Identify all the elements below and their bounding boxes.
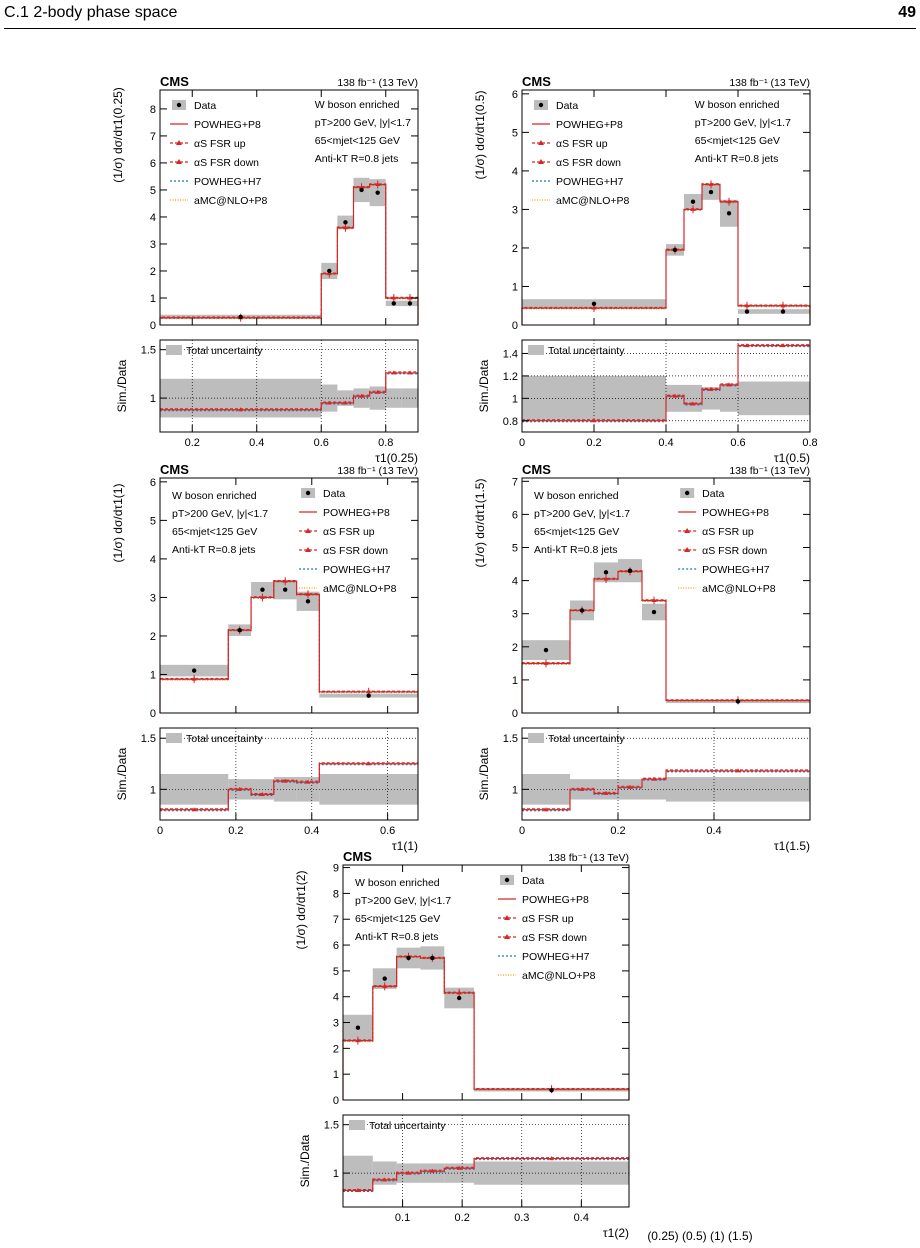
- panel-3: [111, 462, 418, 853]
- y-tick-label: 0: [511, 320, 518, 332]
- data-point: [628, 568, 632, 572]
- legend-entry: αS FSR up: [522, 913, 574, 925]
- selection-text: W boson enriched: [534, 490, 619, 502]
- selection-text: Anti-kT R=0.8 jets: [172, 544, 256, 556]
- y-tick-label: 4: [511, 575, 518, 588]
- y-axis-title: (1/σ) dσ/dτ1(1): [111, 483, 125, 563]
- selection-text: W boson enriched: [694, 99, 780, 111]
- ratio-legend-swatch: [166, 345, 182, 355]
- y-tick-label: 1: [332, 1069, 339, 1082]
- y-tick-label: 4: [332, 991, 339, 1004]
- panel-1: [111, 74, 418, 465]
- selection-text: Anti-kT R=0.8 jets: [694, 153, 779, 165]
- ratio-y-tick-label: 1.5: [502, 733, 518, 746]
- y-tick-label: 4: [149, 211, 156, 224]
- y-tick-label: 5: [332, 965, 339, 978]
- panel-4: [473, 462, 810, 853]
- ratio-legend-swatch: [528, 733, 544, 743]
- x-tick-label: 0.4: [573, 1212, 589, 1224]
- selection-text: 65<mjet<125 GeV: [172, 526, 258, 538]
- lumi-label: 138 fb⁻¹ (13 TeV): [729, 465, 810, 477]
- y-tick-label: 4: [149, 553, 156, 566]
- panel-2: [473, 74, 818, 465]
- data-point: [745, 309, 749, 313]
- y-axis-title: (1/σ) dσ/dτ1(1.5): [473, 478, 487, 568]
- legend-entry: POWHEG+P8: [194, 119, 261, 131]
- legend-marker: [539, 103, 543, 107]
- y-tick-label: 2: [149, 630, 156, 643]
- ratio-y-tick-label: 1: [149, 393, 156, 406]
- selection-text: pT>200 GeV, |y|<1.7: [172, 508, 269, 520]
- legend-entry: POWHEG+H7: [702, 564, 770, 576]
- data-point: [343, 220, 347, 224]
- data-point: [327, 269, 331, 273]
- y-tick-label: 5: [149, 184, 156, 197]
- cms-label: CMS: [343, 849, 372, 864]
- y-axis-title: (1/σ) dσ/dτ1(2): [294, 870, 308, 950]
- y-tick-label: 6: [149, 476, 156, 489]
- data-point: [652, 610, 656, 614]
- x-tick-label: 0.2: [228, 825, 244, 837]
- y-tick-label: 3: [332, 1017, 339, 1030]
- caption-fragment: (0.25) (0.5) (1) (1.5): [647, 1229, 753, 1243]
- lumi-label: 138 fb⁻¹ (13 TeV): [548, 852, 629, 864]
- selection-text: W boson enriched: [172, 490, 257, 502]
- ratio-y-tick-label: 1.4: [502, 348, 518, 361]
- y-axis-title: (1/σ) dσ/dτ1(0.25): [111, 87, 125, 183]
- x-tick-label: 0.2: [610, 825, 626, 837]
- selection-text: pT>200 GeV, |y|<1.7: [314, 117, 411, 129]
- x-tick-label: 0.2: [586, 437, 602, 449]
- y-tick-label: 7: [149, 130, 156, 143]
- data-point: [383, 976, 387, 980]
- data-point: [736, 699, 740, 703]
- legend-entry: αS FSR down: [702, 545, 768, 557]
- x-tick-label: 0: [518, 437, 526, 449]
- legend-marker: [505, 878, 509, 882]
- data-point: [238, 315, 242, 319]
- data-point: [691, 200, 695, 204]
- selection-text: 65<mjet<125 GeV: [694, 135, 781, 147]
- ratio-y-axis-title: Sim./Data: [477, 359, 491, 413]
- y-tick-label: 8: [332, 888, 339, 901]
- legend-entry: αS FSR up: [323, 526, 375, 538]
- ratio-y-tick-label: 1.5: [140, 344, 156, 357]
- legend-entry: POWHEG+H7: [194, 176, 262, 188]
- y-tick-label: 7: [511, 476, 518, 489]
- y-tick-label: 2: [149, 265, 156, 278]
- y-tick-label: 5: [511, 542, 518, 555]
- ratio-y-axis-title: Sim./Data: [115, 359, 129, 413]
- data-point: [260, 588, 264, 592]
- x-tick-label: 0.1: [394, 1212, 411, 1224]
- y-tick-label: 3: [149, 592, 156, 605]
- y-tick-label: 8: [149, 103, 156, 116]
- x-axis-title: τ1(1): [391, 839, 418, 853]
- x-tick-label: 0.6: [730, 437, 746, 449]
- ratio-y-tick-label: 1: [511, 393, 518, 406]
- x-tick-label: 0.6: [379, 825, 396, 837]
- ratio-legend-text: Total uncertainty: [548, 345, 625, 357]
- x-axis-title: τ1(0.25): [375, 451, 418, 465]
- x-tick-label: 0.8: [378, 437, 394, 449]
- y-tick-label: 6: [511, 88, 518, 101]
- legend-entry: aMC@NLO+P8: [194, 195, 268, 207]
- y-tick-label: 0: [332, 1095, 339, 1107]
- y-tick-label: 1: [511, 281, 518, 294]
- ratio-y-tick-label: 1.5: [140, 733, 156, 746]
- selection-text: 65<mjet<125 GeV: [355, 913, 441, 925]
- x-tick-label: 0.8: [802, 437, 818, 449]
- data-point: [673, 248, 677, 252]
- selection-text: Anti-kT R=0.8 jets: [534, 544, 618, 556]
- data-point: [392, 301, 396, 305]
- y-tick-label: 2: [511, 242, 518, 255]
- selection-text: pT>200 GeV, |y|<1.7: [534, 508, 631, 520]
- ratio-y-tick-label: 1.2: [502, 370, 518, 383]
- x-axis-title: τ1(1.5): [773, 839, 810, 853]
- legend-entry: Data: [323, 488, 346, 500]
- cms-label: CMS: [160, 462, 189, 477]
- x-tick-label: 0.2: [454, 1212, 470, 1224]
- x-tick-label: 0.4: [249, 437, 265, 449]
- lumi-label: 138 fb⁻¹ (13 TeV): [729, 77, 810, 89]
- data-point: [580, 608, 584, 612]
- legend-entry: POWHEG+P8: [323, 507, 390, 519]
- lumi-label: 138 fb⁻¹ (13 TeV): [337, 465, 418, 477]
- ratio-legend-text: Total uncertainty: [369, 1120, 446, 1132]
- ratio-legend-swatch: [528, 345, 544, 355]
- selection-text: W boson enriched: [355, 877, 440, 889]
- y-tick-label: 6: [332, 940, 339, 953]
- x-tick-label: 0.6: [313, 437, 329, 449]
- data-point: [192, 668, 196, 672]
- data-point: [457, 996, 461, 1000]
- legend-entry: αS FSR down: [556, 157, 622, 169]
- y-tick-label: 0: [149, 320, 156, 332]
- legend-entry: aMC@NLO+P8: [323, 583, 397, 595]
- ratio-y-tick-label: 1: [332, 1168, 339, 1181]
- lumi-label: 138 fb⁻¹ (13 TeV): [337, 77, 418, 89]
- legend-marker: [685, 491, 689, 495]
- data-point: [366, 693, 370, 697]
- legend-entry: POWHEG+H7: [323, 564, 391, 576]
- legend-entry: POWHEG+P8: [556, 119, 623, 131]
- x-tick-label: 0.4: [304, 825, 320, 837]
- data-point: [709, 190, 713, 194]
- ratio-legend-swatch: [349, 1120, 365, 1130]
- y-tick-label: 6: [511, 509, 518, 522]
- legend-entry: αS FSR up: [702, 526, 754, 538]
- section-title: C.1 2-body phase space: [4, 4, 178, 21]
- x-tick-label: 0.4: [706, 825, 722, 837]
- amc-nlo-line: [160, 582, 418, 713]
- y-tick-label: 3: [511, 204, 518, 217]
- data-point: [592, 302, 596, 306]
- ratio-legend-swatch: [166, 733, 182, 743]
- legend-entry: aMC@NLO+P8: [556, 195, 630, 207]
- y-tick-label: 1: [511, 674, 518, 687]
- ratio-y-axis-title: Sim./Data: [477, 747, 491, 801]
- cms-label: CMS: [160, 74, 189, 89]
- legend-entry: αS FSR down: [194, 157, 260, 169]
- ratio-y-axis-title: Sim./Data: [115, 747, 129, 801]
- x-tick-label: 0.2: [184, 437, 200, 449]
- x-axis-title: τ1(2): [602, 1226, 629, 1240]
- y-tick-label: 2: [511, 641, 518, 654]
- selection-text: Anti-kT R=0.8 jets: [314, 153, 399, 165]
- ratio-y-tick-label: 1: [511, 784, 518, 797]
- legend-entry: POWHEG+H7: [556, 176, 624, 188]
- legend-marker: [177, 103, 181, 107]
- legend-entry: aMC@NLO+P8: [522, 970, 596, 982]
- legend-entry: αS FSR down: [522, 932, 588, 944]
- ratio-legend-text: Total uncertainty: [186, 733, 263, 745]
- y-tick-label: 5: [149, 515, 156, 528]
- ratio-y-tick-label: 1: [149, 784, 156, 797]
- legend-entry: αS FSR up: [194, 138, 246, 150]
- selection-text: 65<mjet<125 GeV: [534, 526, 620, 538]
- ratio-band: [474, 1161, 629, 1184]
- data-point: [727, 211, 731, 215]
- ratio-legend-text: Total uncertainty: [186, 345, 263, 357]
- powheg-h7-line: [160, 582, 418, 713]
- cms-label: CMS: [522, 74, 551, 89]
- data-point: [375, 190, 379, 194]
- ratio-y-axis-title: Sim./Data: [298, 1134, 312, 1188]
- y-tick-label: 0: [511, 708, 518, 720]
- selection-text: Anti-kT R=0.8 jets: [355, 931, 439, 943]
- legend-entry: Data: [556, 100, 579, 112]
- legend-entry: POWHEG+P8: [702, 507, 769, 519]
- selection-text: pT>200 GeV, |y|<1.7: [355, 895, 452, 907]
- data-point: [237, 628, 241, 632]
- y-tick-label: 1: [149, 292, 156, 305]
- data-point: [781, 309, 785, 313]
- x-tick-label: 0: [518, 825, 526, 837]
- data-point: [406, 956, 410, 960]
- data-point: [430, 956, 434, 960]
- legend-entry: Data: [522, 875, 545, 887]
- y-tick-label: 0: [149, 708, 156, 720]
- legend-entry: αS FSR down: [323, 545, 389, 557]
- legend-entry: aMC@NLO+P8: [702, 583, 776, 595]
- y-tick-label: 5: [511, 127, 518, 140]
- cms-label: CMS: [522, 462, 551, 477]
- y-tick-label: 7: [332, 914, 339, 927]
- panel-5: [294, 849, 629, 1240]
- y-tick-label: 3: [149, 238, 156, 251]
- data-point: [356, 1025, 360, 1029]
- data-point: [549, 1088, 553, 1092]
- y-tick-label: 3: [511, 608, 518, 621]
- ratio-band: [160, 774, 228, 805]
- legend-entry: POWHEG+P8: [522, 894, 589, 906]
- x-axis-title: τ1(0.5): [773, 451, 810, 465]
- x-tick-label: 0.4: [658, 437, 674, 449]
- y-tick-label: 9: [332, 862, 339, 875]
- y-axis-title: (1/σ) dσ/dτ1(0.5): [473, 90, 487, 180]
- ratio-y-tick-label: 1.5: [323, 1119, 339, 1132]
- selection-text: W boson enriched: [314, 99, 400, 111]
- y-tick-label: 6: [149, 157, 156, 170]
- y-tick-label: 2: [332, 1043, 339, 1056]
- y-tick-label: 4: [511, 165, 518, 178]
- ratio-y-tick-label: 0.8: [502, 415, 518, 428]
- data-point: [283, 588, 287, 592]
- data-point: [408, 301, 412, 305]
- page-number: 49: [898, 4, 916, 21]
- x-tick-label: 0.3: [514, 1212, 530, 1224]
- x-tick-label: 0: [156, 825, 164, 837]
- data-point: [604, 570, 608, 574]
- data-point: [306, 599, 310, 603]
- legend-entry: Data: [194, 100, 217, 112]
- selection-text: 65<mjet<125 GeV: [314, 135, 401, 147]
- legend-entry: Data: [702, 488, 725, 500]
- legend-entry: αS FSR up: [556, 138, 608, 150]
- data-point: [359, 188, 363, 192]
- legend-entry: POWHEG+H7: [522, 951, 590, 963]
- y-tick-label: 1: [149, 669, 156, 682]
- ratio-legend-text: Total uncertainty: [548, 733, 625, 745]
- legend-marker: [306, 491, 310, 495]
- data-point: [544, 648, 548, 652]
- selection-text: pT>200 GeV, |y|<1.7: [694, 117, 791, 129]
